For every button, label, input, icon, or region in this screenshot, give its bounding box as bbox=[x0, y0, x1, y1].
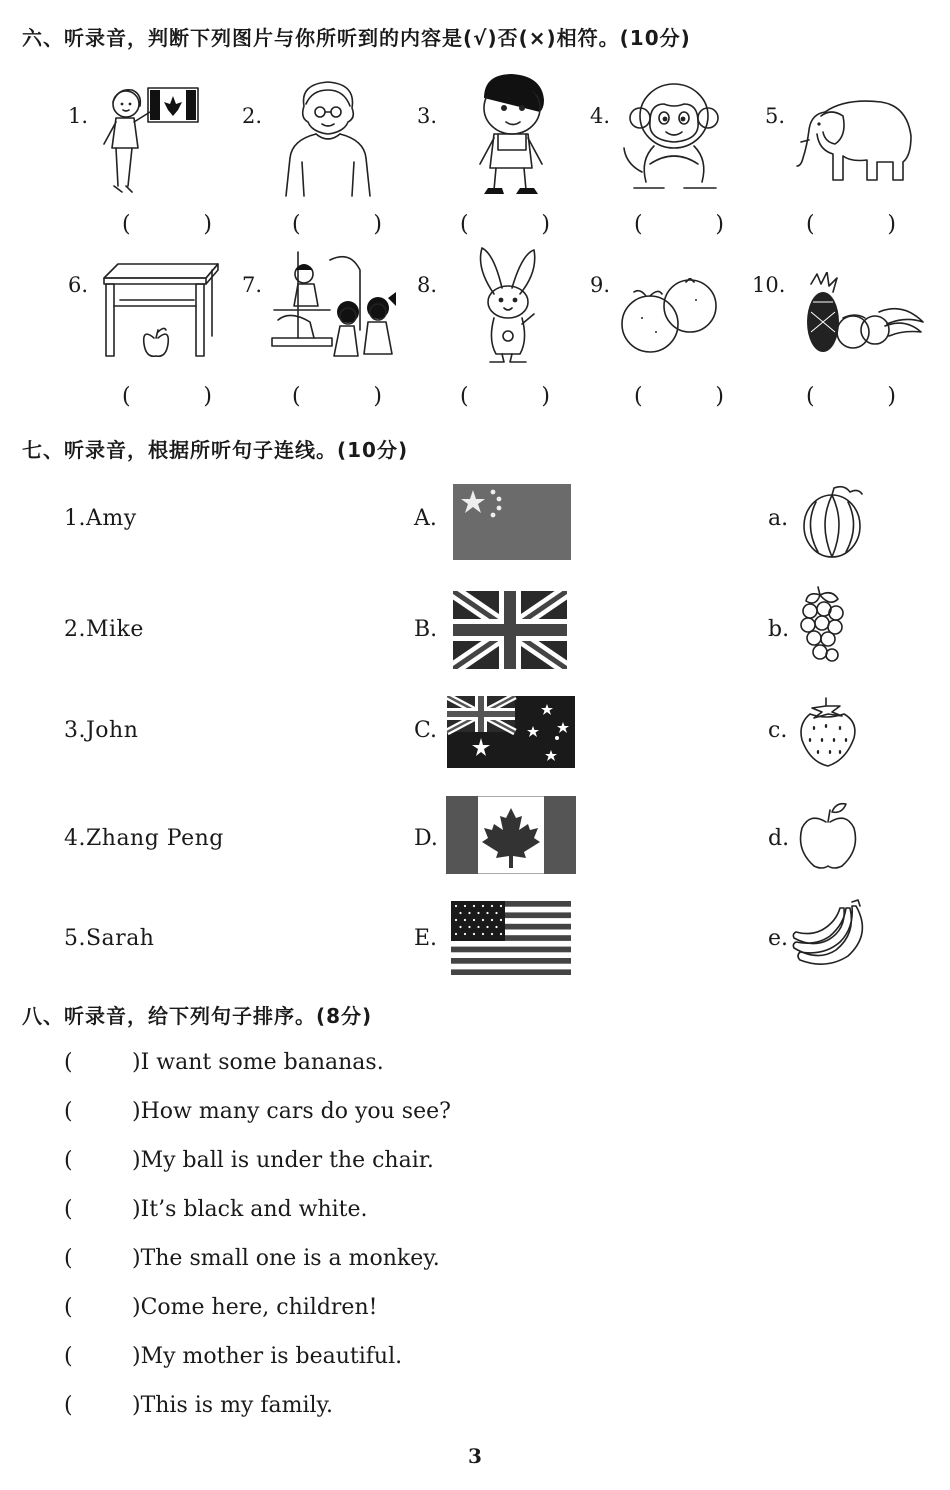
uk-flag-icon bbox=[453, 591, 567, 669]
boy-icon bbox=[470, 72, 552, 206]
flag-letter: A. bbox=[414, 506, 437, 531]
page-number: 3 bbox=[468, 1444, 482, 1468]
watermelon-icon bbox=[800, 484, 868, 560]
fruit-letter: b. bbox=[768, 617, 790, 642]
grapes-icon bbox=[798, 585, 848, 665]
answer-blank[interactable]: ( ) bbox=[634, 384, 724, 409]
match-name: 5.Sarah bbox=[64, 926, 155, 951]
grandmother-icon bbox=[282, 78, 374, 200]
section-6-heading: 六、听录音，判断下列图片与你所听到的内容是(√)否(×)相符。(10分) bbox=[22, 26, 691, 50]
answer-blank[interactable]: ( ) bbox=[292, 212, 382, 237]
match-name: 1.Amy bbox=[64, 506, 137, 531]
item-number: 7. bbox=[242, 273, 263, 297]
flag-letter: B. bbox=[414, 617, 438, 642]
match-name: 4.Zhang Peng bbox=[64, 826, 224, 851]
bananas-icon bbox=[790, 898, 874, 972]
answer-blank[interactable]: ( ) bbox=[292, 384, 382, 409]
item-number: 1. bbox=[68, 104, 89, 128]
item-number: 3. bbox=[417, 104, 438, 128]
sentence-row[interactable]: ( )It’s black and white. bbox=[64, 1197, 368, 1222]
answer-blank[interactable]: ( ) bbox=[122, 384, 212, 409]
answer-blank[interactable]: ( ) bbox=[806, 384, 896, 409]
match-name: 2.Mike bbox=[64, 617, 144, 642]
sentence-row[interactable]: ( )My ball is under the chair. bbox=[64, 1148, 434, 1173]
girl-with-canada-flag-icon bbox=[98, 82, 202, 200]
item-number: 8. bbox=[417, 273, 438, 297]
usa-flag-icon bbox=[451, 901, 571, 975]
fruit-letter: e. bbox=[768, 926, 789, 951]
fruit-pile-icon bbox=[795, 272, 927, 356]
oranges-icon bbox=[620, 278, 720, 358]
apple-under-desk-icon bbox=[102, 262, 220, 362]
item-number: 5. bbox=[765, 104, 786, 128]
strawberry-icon bbox=[796, 694, 860, 768]
answer-blank[interactable]: ( ) bbox=[460, 384, 550, 409]
apple-icon bbox=[796, 800, 860, 872]
answer-blank[interactable]: ( ) bbox=[806, 212, 896, 237]
flag-letter: D. bbox=[414, 826, 438, 851]
match-name: 3.John bbox=[64, 718, 139, 743]
section-8-heading: 八、听录音，给下列句子排序。(8分) bbox=[22, 1004, 373, 1028]
rabbit-icon bbox=[472, 244, 544, 372]
item-number: 2. bbox=[242, 104, 263, 128]
fruit-letter: c. bbox=[768, 718, 788, 743]
sentence-row[interactable]: ( )I want some bananas. bbox=[64, 1050, 384, 1075]
sentence-row[interactable]: ( )The small one is a monkey. bbox=[64, 1246, 440, 1271]
fruit-letter: a. bbox=[768, 506, 789, 531]
elephant-icon bbox=[795, 96, 915, 186]
fruit-letter: d. bbox=[768, 826, 790, 851]
children-at-window-icon bbox=[270, 250, 402, 364]
china-flag-icon bbox=[453, 484, 571, 560]
sentence-row[interactable]: ( )My mother is beautiful. bbox=[64, 1344, 403, 1369]
answer-blank[interactable]: ( ) bbox=[122, 212, 212, 237]
answer-blank[interactable]: ( ) bbox=[460, 212, 550, 237]
monkey-icon bbox=[620, 78, 730, 196]
flag-letter: E. bbox=[414, 926, 438, 951]
item-number: 6. bbox=[68, 273, 89, 297]
item-number: 10. bbox=[752, 273, 786, 297]
answer-blank[interactable]: ( ) bbox=[634, 212, 724, 237]
section-7-heading: 七、听录音，根据所听句子连线。(10分) bbox=[22, 438, 409, 462]
item-number: 9. bbox=[590, 273, 611, 297]
sentence-row[interactable]: ( )How many cars do you see? bbox=[64, 1099, 451, 1124]
sentence-row[interactable]: ( )This is my family. bbox=[64, 1393, 334, 1418]
canada-flag-icon bbox=[446, 796, 576, 874]
australia-flag-icon bbox=[447, 696, 575, 768]
item-number: 4. bbox=[590, 104, 611, 128]
sentence-row[interactable]: ( )Come here, children! bbox=[64, 1295, 378, 1320]
flag-letter: C. bbox=[414, 718, 438, 743]
